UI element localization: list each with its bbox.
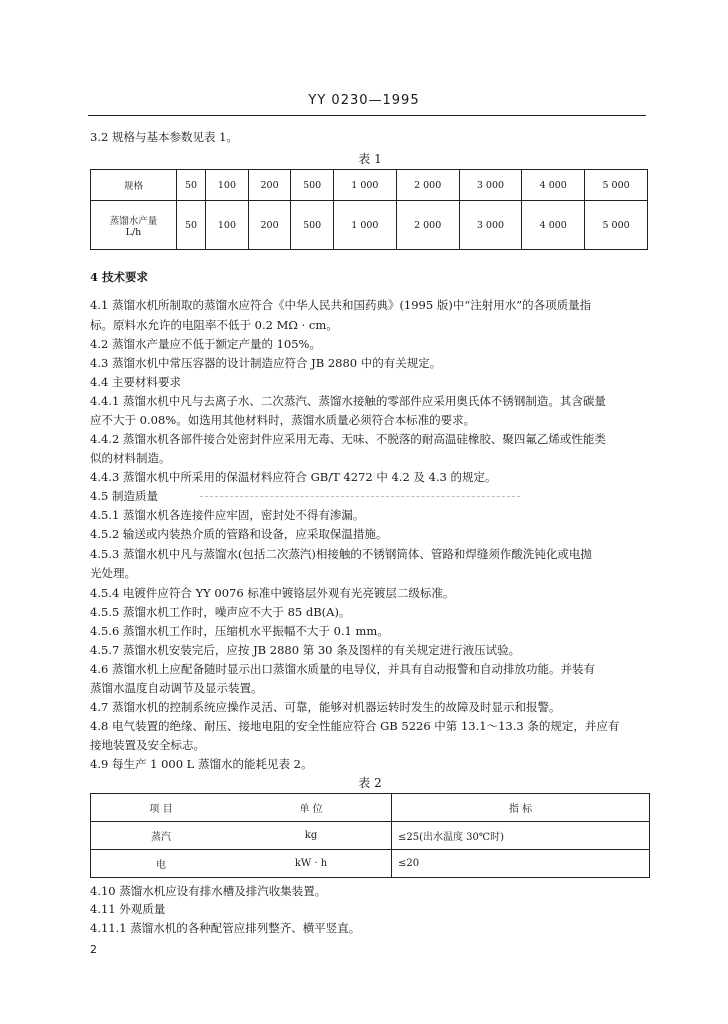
table1-title: 表 1 <box>358 152 382 166</box>
t1-row2-label-line2: L/h <box>125 226 142 238</box>
para-4-6-line2: 蒸馏水温度自动调节及显示装置。 <box>90 681 263 695</box>
para-4-7: 4.7 蒸馏水机的控制系统应操作灵活、可靠，能够对机器运转时发生的故障及时显示和报警。 <box>90 700 561 714</box>
para-4-5-4: 4.5.4 电镀件应符合 YY 0076 标准中镀铬层外观有光亮镀层二级标准。 <box>90 586 455 600</box>
para-4-1-line2: 标。原料水允许的电阻率不低于 0.2 MΩ · cm。 <box>90 318 338 332</box>
standard-header: YY 0230—1995 <box>308 93 420 108</box>
para-4-11: 4.11 外观质量 <box>90 902 166 916</box>
t1-cell: 500 <box>291 170 334 201</box>
para-4-5-5: 4.5.5 蒸馏水机工作时，噪声应不大于 85 dB(A)。 <box>90 605 351 619</box>
para-4-3: 4.3 蒸馏水机中常压容器的设计制造应符合 JB 2880 中的有关规定。 <box>90 356 442 370</box>
para-4-8-line2: 接地装置及安全标志。 <box>90 738 205 752</box>
table-1-specs <box>90 169 648 250</box>
t1-cell: 50 <box>177 170 206 201</box>
t2-r2-unit: kW · h <box>231 850 392 878</box>
para-4-1-line1: 4.1 蒸馏水机所制取的蒸馏水应符合《中华人民共和国药典》(1995 版)中“注射用水”的各项质量指 <box>90 298 592 312</box>
para-4-2: 4.2 蒸馏水产量应不低于额定产量的 105%。 <box>90 337 321 351</box>
para-4-4-3: 4.4.3 蒸馏水机中所采用的保温材料应符合 GB/T 4272 中 4.2 及 4.3 的规定。 <box>90 470 497 484</box>
t1-cell: 500 <box>291 201 334 250</box>
section-4-heading: 4 技术要求 <box>90 270 149 284</box>
table-2-energy <box>90 793 650 878</box>
para-4-4-1-line2: 应不大于 0.08%。如选用其他材料时，蒸馏水质量必须符合本标准的要求。 <box>90 413 476 427</box>
t2-header-unit: 单 位 <box>231 794 392 822</box>
page-number: 2 <box>90 943 97 956</box>
t2-r2-index: ≤20 <box>392 850 650 878</box>
t1-cell: 1 000 <box>333 170 396 201</box>
t1-cell: 50 <box>177 201 206 250</box>
t1-row1-label: 规格 <box>91 170 177 201</box>
t1-row2-label <box>91 201 177 250</box>
t1-cell: 100 <box>206 201 249 250</box>
t1-cell: 5 000 <box>585 201 648 250</box>
para-4-5-2: 4.5.2 输送或内装热介质的管路和设备，应采取保温措施。 <box>90 527 388 541</box>
para-4-5-3-line2: 光处理。 <box>90 566 136 580</box>
t2-r2-item: 电 <box>91 850 232 878</box>
t2-header-index: 指 标 <box>392 794 650 822</box>
para-4-4-2-line2: 似的材料制造。 <box>90 451 171 465</box>
t2-r1-item: 蒸汽 <box>91 822 232 850</box>
table2-title: 表 2 <box>358 776 382 790</box>
t1-cell: 3 000 <box>459 170 522 201</box>
para-4-4-2-line1: 4.4.2 蒸馏水机各部件接合处密封件应采用无毒、无味、不脱落的耐高温硅橡胶、聚四氟乙烯或性能类 <box>90 432 606 446</box>
t1-cell: 100 <box>206 170 249 201</box>
para-4-5-7: 4.5.7 蒸馏水机安装完后，应按 JB 2880 第 30 条及图样的有关规定进行液压试验。 <box>90 643 521 657</box>
t1-cell: 200 <box>248 170 291 201</box>
para-4-4-1-line1: 4.4.1 蒸馏水机中凡与去离子水、二次蒸汽、蒸馏水接触的零部件应采用奥氏体不锈钢制造。其含碳量 <box>90 394 606 408</box>
para-4-5: 4.5 制造质量 <box>90 489 158 503</box>
t2-r1-unit: kg <box>231 822 392 850</box>
t1-row2-label-line1: 蒸馏水产量 <box>109 215 158 227</box>
header-rule <box>88 115 646 116</box>
t1-cell: 200 <box>248 201 291 250</box>
para-4-5-1: 4.5.1 蒸馏水机各连接件应牢固，密封处不得有渗漏。 <box>90 508 365 522</box>
t1-cell: 5 000 <box>585 170 648 201</box>
t1-cell: 4 000 <box>522 170 585 201</box>
t1-cell: 2 000 <box>396 201 459 250</box>
t1-cell: 3 000 <box>459 201 522 250</box>
para-4-10: 4.10 蒸馏水机应设有排水槽及排汽收集装置。 <box>90 884 327 898</box>
para-4-5-6: 4.5.6 蒸馏水机工作时，压缩机水平振幅不大于 0.1 mm。 <box>90 624 389 638</box>
t1-cell: 4 000 <box>522 201 585 250</box>
section-3-2: 3.2 规格与基本参数见表 1。 <box>90 130 238 144</box>
para-4-9: 4.9 每生产 1 000 L 蒸馏水的能耗见表 2。 <box>90 757 313 771</box>
para-4-5-3-line1: 4.5.3 蒸馏水机中凡与蒸馏水(包括二次蒸汽)相接触的不锈钢筒体、管路和焊缝须作酸洗钝化或电抛 <box>90 547 592 561</box>
t1-cell: 2 000 <box>396 170 459 201</box>
t1-cell: 1 000 <box>333 201 396 250</box>
para-4-8-line1: 4.8 电气装置的绝缘、耐压、接地电阻的安全性能应符合 GB 5226 中第 13.1～13.3 条的规定，并应有 <box>90 719 620 733</box>
scan-artifact-line <box>200 496 520 497</box>
t2-r1-index: ≤25(出水温度 30℃时) <box>392 822 650 850</box>
t2-header-item: 项 目 <box>91 794 232 822</box>
para-4-4: 4.4 主要材料要求 <box>90 375 181 389</box>
para-4-11-1: 4.11.1 蒸馏水机的各种配管应排列整齐、横平竖直。 <box>90 921 361 935</box>
para-4-6-line1: 4.6 蒸馏水机上应配备随时显示出口蒸馏水质量的电导仪，并具有自动报警和自动排放功能。并装有 <box>90 662 595 676</box>
